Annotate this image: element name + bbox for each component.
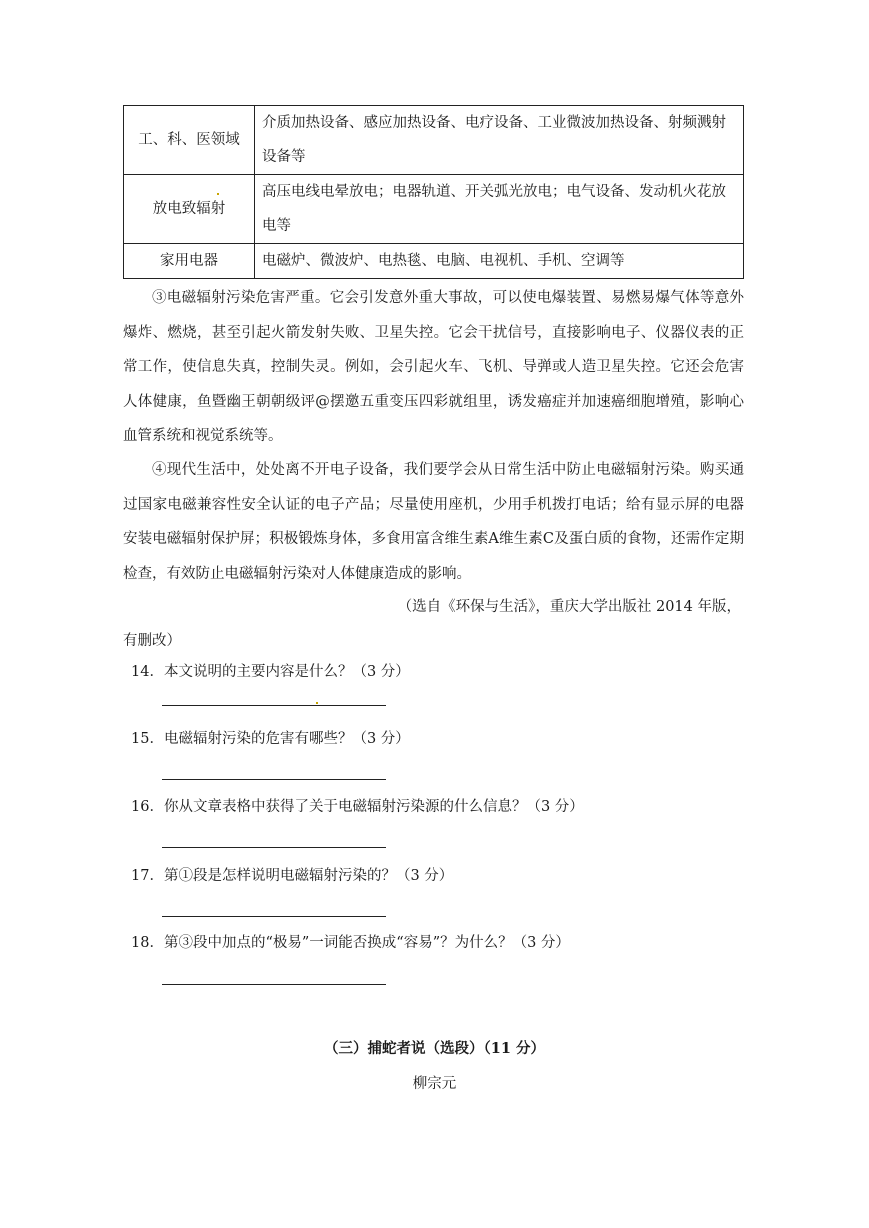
table-cell-description: 介质加热设备、感应加热设备、电疗设备、工业微波加热设备、射频溅射设备等 xyxy=(255,106,744,175)
answer-line-17[interactable] xyxy=(162,916,386,917)
question-18: 18．第③段中加点的“极易”一词能否换成“容易”？为什么？（3 分） xyxy=(131,935,570,951)
source-line-2: 有删改） xyxy=(123,633,181,649)
question-15: 15．电磁辐射污染的危害有哪些？（3 分） xyxy=(131,731,410,747)
table-cell-category: 家用电器 xyxy=(124,244,255,279)
question-17: 17．第①段是怎样说明电磁辐射污染的？（3 分） xyxy=(131,868,454,884)
paragraph-3: ③电磁辐射污染危害严重。它会引发意外重大事故，可以使电爆装置、易燃易爆气体等意外爆炸、燃烧，甚至引起火箭发射失败、卫星失控。它会干扰信号，直接影响电子、仪器仪表的正常工作，使信息失真，控制失灵。例如，会引起火车、飞机、导弹或人造卫星失控。它还会危害人体健康，鱼暨幽王朝朝级评@摆邀五重变压四彩就组里，诱发癌症并加速癌细胞增殖，影响心血管系统和视觉系统等。 xyxy=(123,290,744,444)
table-cell-category: 放电致辐射 xyxy=(124,175,255,244)
source-citation xyxy=(123,590,741,658)
paragraph-4: ④现代生活中，处处离不开电子设备，我们要学会从日常生活中防止电磁辐射污染。购买通过国家电磁兼容性安全认证的电子产品；尽量使用座机，少用手机拨打电话；给有显示屏的电器安装电磁辐射保护屏；积极锻炼身体，多食用富含维生素A维生素C及蛋白质的食物，还需作定期检查，有效防止电磁辐射污染对人体健康造成的影响。 xyxy=(123,462,744,582)
table-cell-description: 电磁炉、微波炉、电热毯、电脑、电视机、手机、空调等 xyxy=(255,244,744,279)
table-cell-description: 高压电线电晕放电；电器轨道、开关弧光放电；电气设备、发动机火花放电等 xyxy=(255,175,744,244)
answer-line-18[interactable] xyxy=(162,984,386,985)
answer-line-16[interactable] xyxy=(162,847,386,848)
table-row xyxy=(124,175,744,244)
answer-line-15[interactable] xyxy=(162,779,386,780)
table-cell-category: 工、科、医领域 xyxy=(124,106,255,175)
source-line-1: （选自《环保与生活》，重庆大学出版社 2014 年版， xyxy=(397,599,741,615)
answer-line-14[interactable] xyxy=(162,705,386,706)
radiation-source-table xyxy=(123,105,744,279)
stray-mark xyxy=(316,702,318,704)
question-16: 16．你从文章表格中获得了关于电磁辐射污染源的什么信息？（3 分） xyxy=(131,799,584,815)
author-name: 柳宗元 xyxy=(412,1076,457,1092)
section-title: （三）捕蛇者说（选段）（11 分） xyxy=(324,1040,545,1057)
table-row xyxy=(124,106,744,175)
question-14: 14．本文说明的主要内容是什么？（3 分） xyxy=(131,664,410,680)
stray-mark xyxy=(217,193,219,195)
table-row xyxy=(124,244,744,279)
